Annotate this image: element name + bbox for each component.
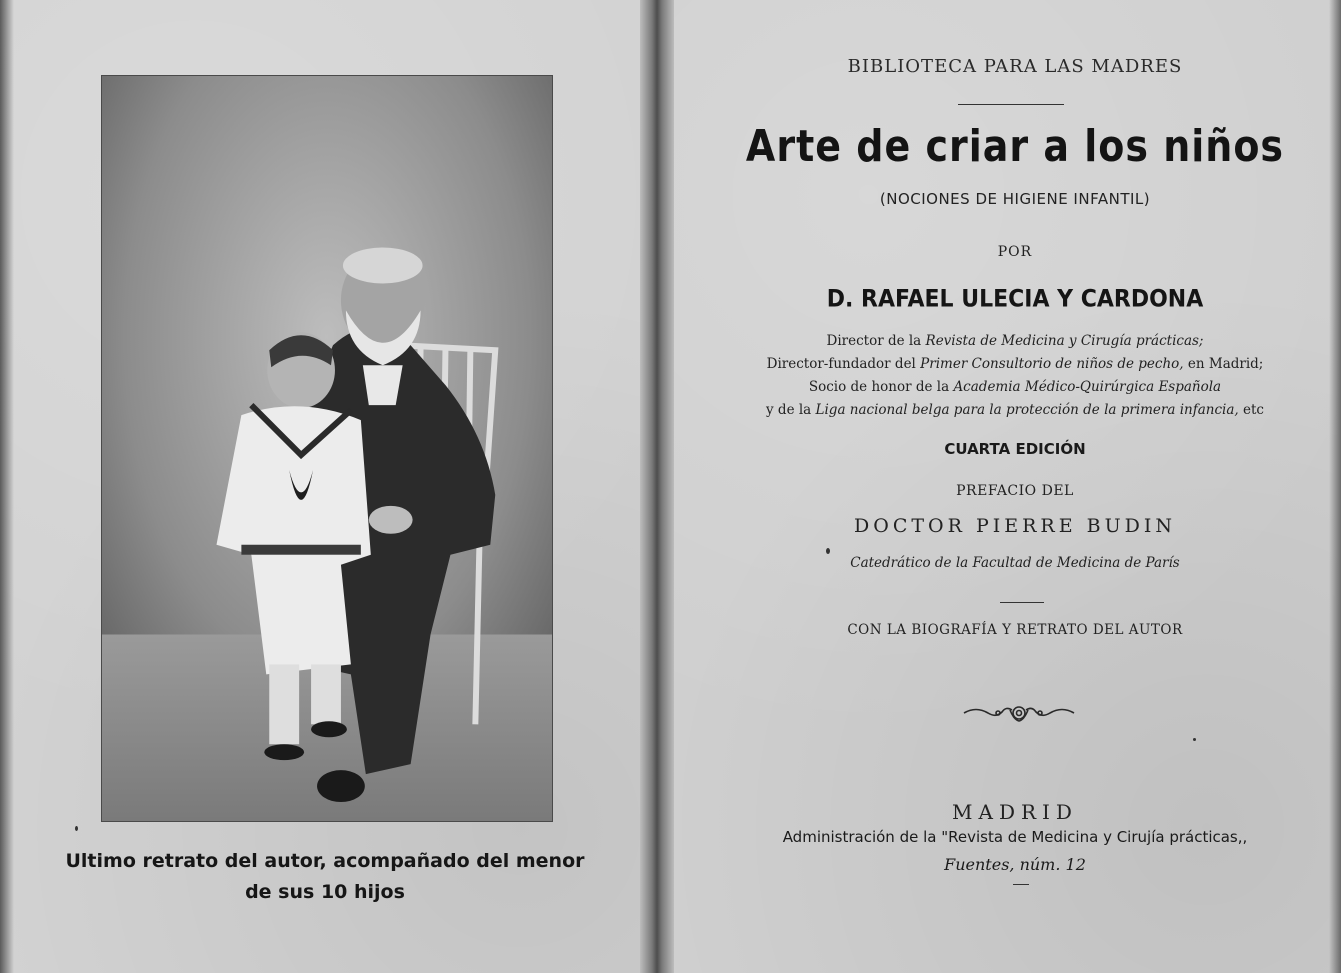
caption-line-1: Ultimo retrato del autor, acompañado del menor	[65, 850, 585, 872]
author-portrait-photo	[101, 75, 553, 822]
publisher-line: Administración de la "Revista de Medicina y Cirujía prácticas,,	[782, 828, 1248, 846]
author-credits	[690, 330, 1340, 422]
preface-author-role: Catedrático de la Facultad de Medicina de París	[850, 555, 1180, 571]
credit-italic-text: Primer Consultorio de niños de pecho,	[920, 356, 1184, 372]
edition-label: CUARTA EDICIÓN	[944, 440, 1086, 458]
by-label: POR	[997, 244, 1033, 260]
divider-rule	[1000, 602, 1044, 603]
credit-plain-text: Director de la	[826, 333, 926, 349]
paper-speck	[826, 548, 830, 554]
paper-speck	[1193, 738, 1196, 741]
paper-speck	[75, 826, 78, 831]
scroll-flourish-ornament-icon	[962, 700, 1076, 726]
divider-rule	[958, 104, 1064, 105]
portrait-photo-icon	[102, 76, 552, 821]
author-name: D. RAFAEL ULECIA Y CARDONA	[826, 285, 1204, 314]
credit-plain-text: Director-fundador del	[766, 356, 921, 372]
credit-plain-text: etc	[1238, 402, 1264, 418]
preface-label: PREFACIO DEL	[956, 483, 1074, 499]
page-edge-shadow	[0, 0, 14, 973]
credit-line	[690, 399, 1340, 422]
credit-italic-text: Revista de Medicina y Cirugía prácticas;	[925, 333, 1204, 349]
credit-plain-text: y de la	[766, 402, 816, 418]
credit-italic-text: Liga nacional belga para la protección de la primera infancia,	[815, 402, 1239, 418]
publication-city: MADRID	[952, 800, 1078, 824]
biography-note: CON LA BIOGRAFÍA Y RETRATO DEL AUTOR	[847, 622, 1183, 638]
caption-line-2: de sus 10 hijos	[245, 881, 405, 903]
photo-caption	[60, 846, 590, 908]
publisher-address: Fuentes, núm. 12	[944, 855, 1086, 874]
series-title: BIBLIOTECA PARA LAS MADRES	[847, 56, 1183, 77]
credit-line	[690, 330, 1340, 353]
credit-plain-text: Socio de honor de la	[808, 379, 954, 395]
credit-line	[690, 353, 1340, 376]
divider-rule	[1013, 884, 1029, 885]
book-gutter	[640, 0, 674, 973]
book-title: Arte de criar a los niños	[745, 120, 1285, 172]
credit-plain-text: en Madrid;	[1183, 356, 1264, 372]
book-subtitle: (NOCIONES DE HIGIENE INFANTIL)	[879, 190, 1151, 208]
preface-author: DOCTOR PIERRE BUDIN	[854, 515, 1176, 537]
credit-italic-text: Academia Médico-Quirúrgica Española	[953, 379, 1222, 395]
credit-line	[690, 376, 1340, 399]
